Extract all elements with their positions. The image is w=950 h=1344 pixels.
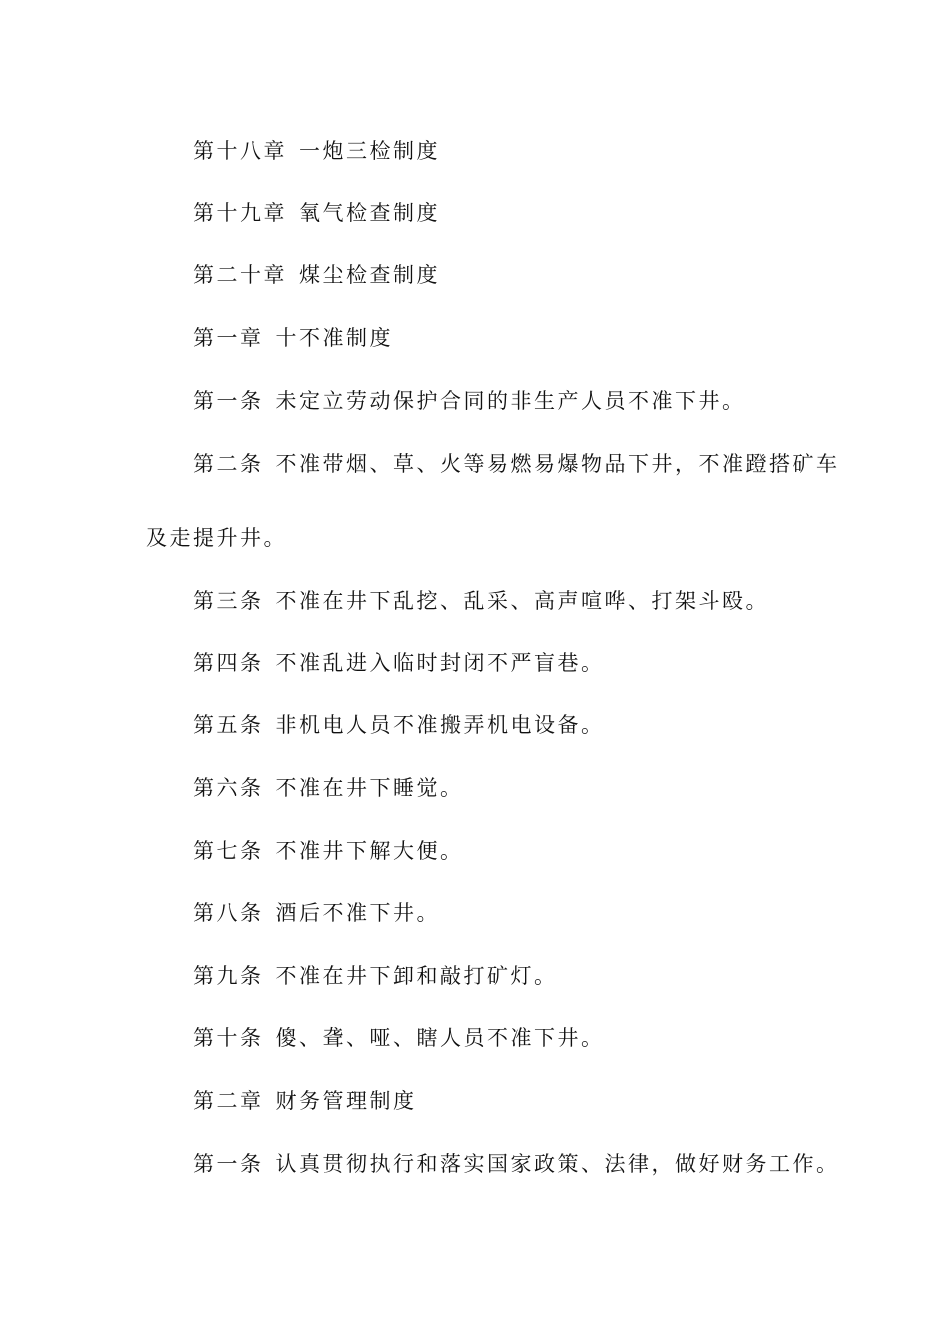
chapter-title: 财务管理制度 (275, 1089, 417, 1113)
article-text: 不准带烟、草、火等易燃易爆物品下井，不准蹬搭矿车 (275, 452, 840, 476)
article-text: 非机电人员不准搬弄机电设备。 (275, 713, 605, 737)
article-text: 不准井下解大便。 (275, 839, 464, 863)
article-label: 第五条 (193, 713, 264, 737)
chapter-2-article-1 (193, 1150, 840, 1178)
chapter-title: 十不准制度 (275, 326, 393, 350)
article-text: 认真贯彻执行和落实国家政策、法律，做好财务工作。 (275, 1152, 840, 1176)
article-text: 不准乱进入临时封闭不严盲巷。 (275, 651, 605, 675)
chapter-title: 氧气检查制度 (299, 201, 440, 225)
chapter-1-heading (193, 324, 393, 352)
article-4 (193, 649, 605, 677)
chapter-title: 一炮三检制度 (299, 139, 440, 163)
article-6 (193, 774, 464, 802)
chapter-2-heading (193, 1087, 417, 1115)
article-label: 第七条 (193, 839, 264, 863)
article-text: 傻、聋、哑、瞎人员不准下井。 (275, 1026, 605, 1050)
article-label: 第四条 (193, 651, 264, 675)
article-9 (193, 962, 558, 990)
article-text: 酒后不准下井。 (275, 901, 440, 925)
article-3 (193, 587, 769, 615)
chapter-label: 第一章 (193, 326, 264, 350)
chapter-19-heading (193, 199, 440, 227)
article-2-continuation (146, 524, 287, 552)
article-label: 第十条 (193, 1026, 264, 1050)
chapter-20-heading (193, 261, 440, 289)
article-text: 不准在井下睡觉。 (275, 776, 464, 800)
article-text: 及走提升井。 (146, 526, 287, 550)
article-text: 不准在井下卸和敲打矿灯。 (275, 964, 558, 988)
article-10 (193, 1024, 605, 1052)
article-7 (193, 837, 464, 865)
chapter-label: 第二章 (193, 1089, 264, 1113)
article-label: 第一条 (193, 1152, 264, 1176)
article-label: 第一条 (193, 389, 264, 413)
article-label: 第六条 (193, 776, 264, 800)
chapter-label: 第十八章 (193, 139, 287, 163)
article-label: 第三条 (193, 589, 264, 613)
chapter-18-heading (193, 137, 440, 165)
article-5 (193, 711, 605, 739)
chapter-label: 第二十章 (193, 263, 287, 287)
chapter-title: 煤尘检查制度 (299, 263, 440, 287)
article-label: 第二条 (193, 452, 264, 476)
article-text: 未定立劳动保护合同的非生产人员不准下井。 (275, 389, 746, 413)
article-text: 不准在井下乱挖、乱采、高声喧哗、打架斗殴。 (275, 589, 769, 613)
article-1 (193, 387, 746, 415)
article-label: 第九条 (193, 964, 264, 988)
article-label: 第八条 (193, 901, 264, 925)
article-2 (193, 450, 840, 478)
chapter-label: 第十九章 (193, 201, 287, 225)
article-8 (193, 899, 440, 927)
